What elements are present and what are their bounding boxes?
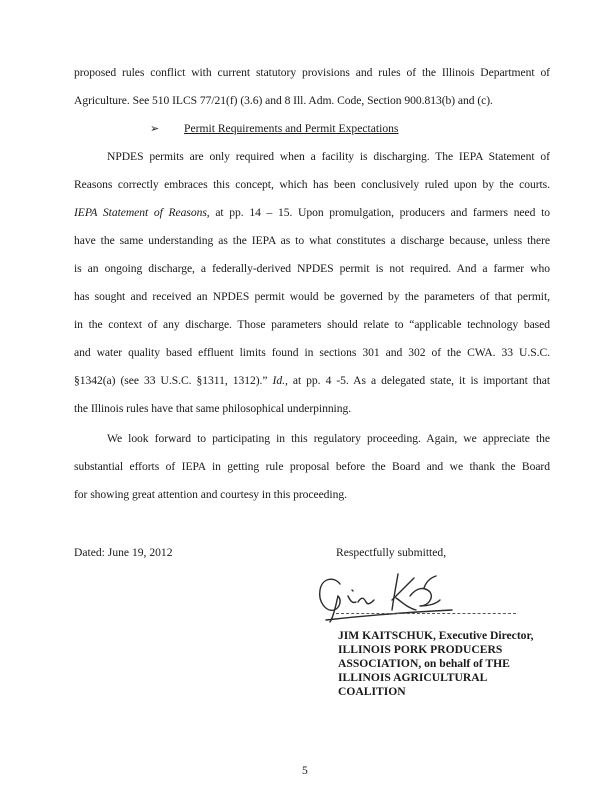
body-line: Reasons correctly embraces this concept, which has been conclusively ruled upon by the courts.	[74, 178, 550, 191]
body-line: Agriculture. See 510 ILCS 77/21(f) (3.6) and 8 Ill. Adm. Code, Section 900.813(b) and (c).	[74, 94, 493, 107]
signer-org-line: ASSOCIATION, on behalf of THE	[338, 657, 510, 670]
body-line: has sought and received an NPDES permit would be governed by the parameters of that permit,	[74, 290, 550, 303]
citation-italic: IEPA Statement of Reasons,	[74, 206, 210, 219]
handwritten-signature	[312, 566, 462, 626]
body-line: substantial efforts of IEPA in getting rule proposal before the Board and we thank the Board	[74, 460, 550, 473]
closing-salutation: Respectfully submitted,	[336, 546, 447, 559]
page-number: 5	[302, 764, 308, 777]
arrow-bullet-icon: ➢	[150, 123, 160, 135]
body-line: in the context of any discharge. Those parameters should relate to “applicable technology based	[74, 318, 550, 331]
signer-org-line: ILLINOIS PORK PRODUCERS	[338, 643, 503, 656]
citation-italic: Id.,	[267, 374, 288, 387]
section-heading: Permit Requirements and Permit Expectations	[184, 122, 399, 135]
date-line: Dated: June 19, 2012	[74, 546, 173, 559]
body-line: NPDES permits are only required when a facility is discharging. The IEPA Statement of	[107, 150, 550, 163]
body-line: have the same understanding as the IEPA as to what constitutes a discharge because, unless there	[74, 234, 550, 247]
body-text: §1342(a) (see 33 U.S.C. §1311, 1312).”	[74, 374, 268, 387]
body-line: We look forward to participating in this regulatory proceeding. Again, we appreciate the	[107, 432, 550, 445]
signer-name-line: JIM KAITSCHUK, Executive Director,	[338, 629, 534, 642]
body-line: and water quality based effluent limits found in sections 301 and 302 of the CWA. 33 U.S.C.	[74, 346, 550, 359]
body-line	[74, 206, 550, 220]
body-text: at pp. 14 – 15. Upon promulgation, producers and farmers need to	[209, 206, 550, 219]
body-line: the Illinois rules have that same philosophical underpinning.	[74, 402, 352, 415]
body-line: is an ongoing discharge, a federally-derived NPDES permit is not required. And a farmer who	[74, 262, 550, 275]
signature-line	[336, 613, 516, 614]
body-line: proposed rules conflict with current statutory provisions and rules of the Illinois Department of	[74, 66, 550, 79]
signer-block	[338, 629, 533, 699]
signer-org-line: COALITION	[338, 685, 406, 698]
body-line	[74, 374, 550, 388]
body-line: for showing great attention and courtesy in this proceeding.	[74, 488, 347, 501]
body-text: at pp. 4 -5. As a delegated state, it is important that	[287, 374, 550, 387]
signer-org-line: ILLINOIS AGRICULTURAL	[338, 671, 488, 684]
